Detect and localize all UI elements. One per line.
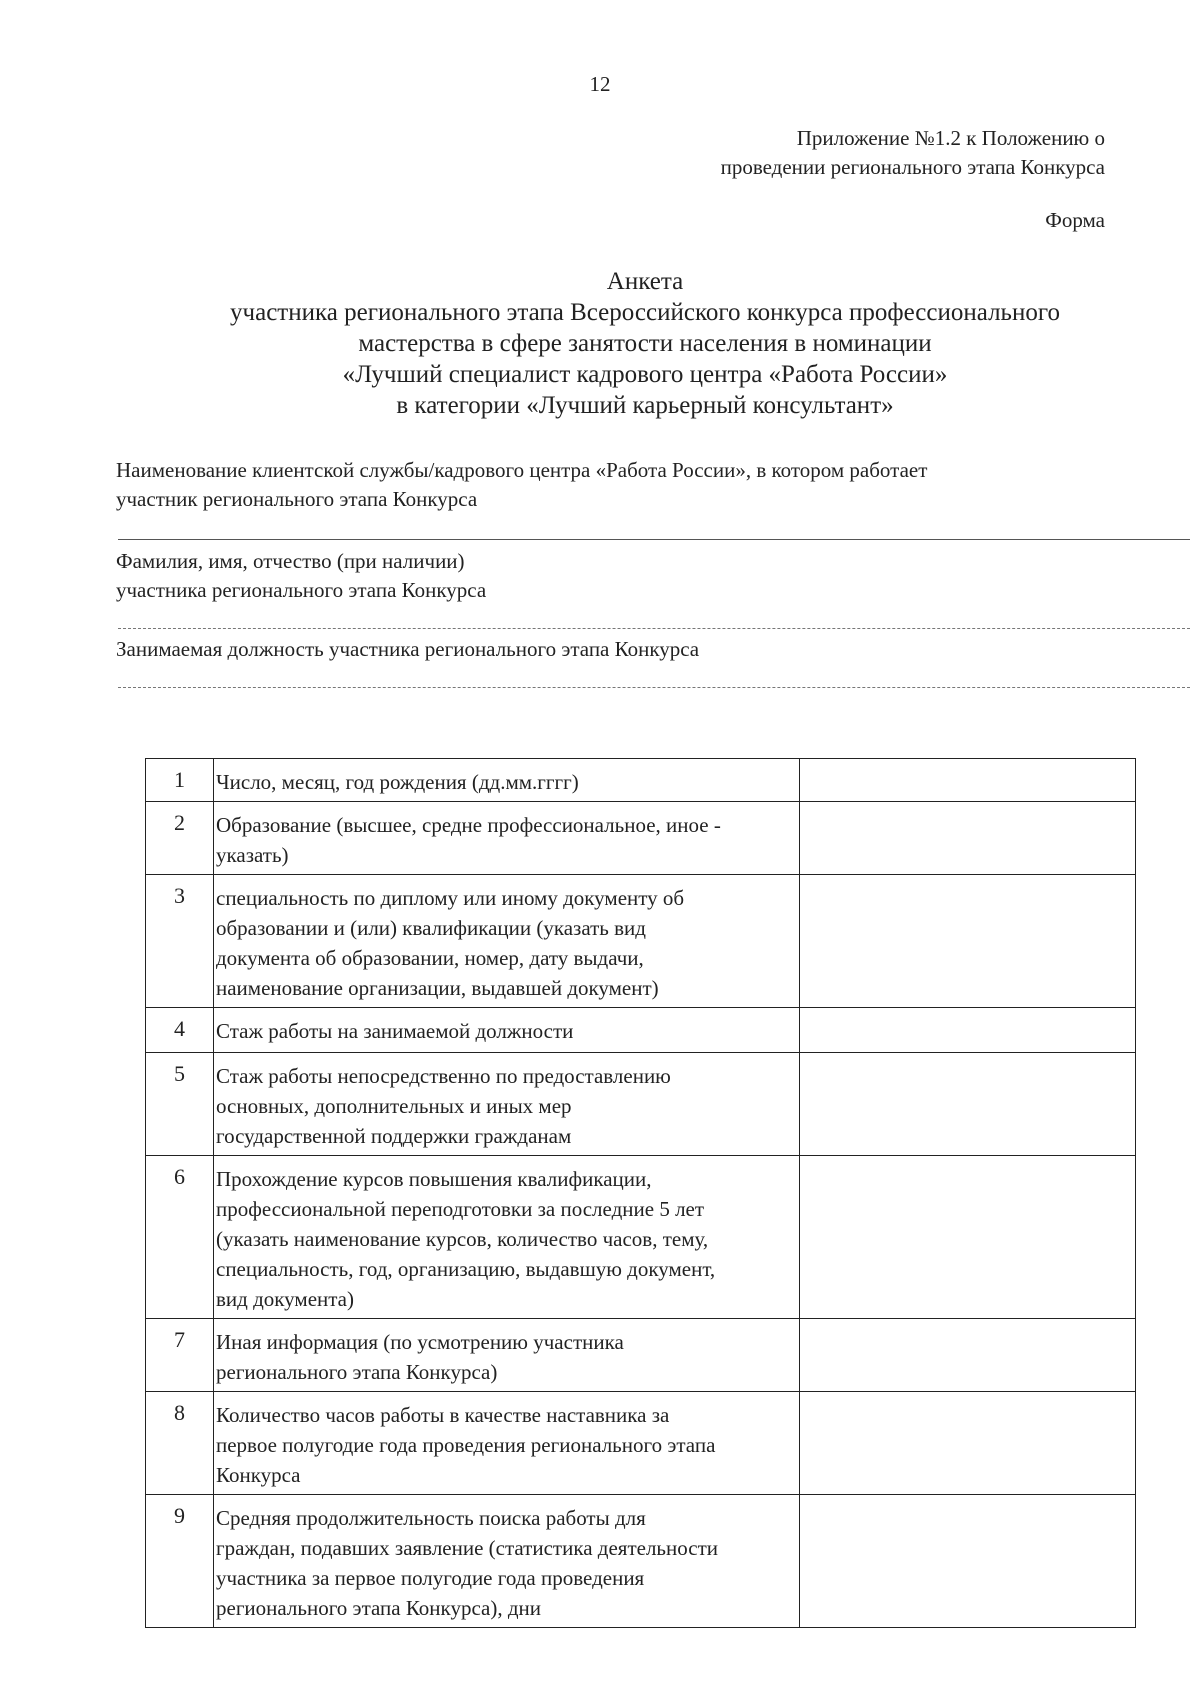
title-line-3: мастерства в сфере занятости населения в номинации xyxy=(358,330,932,357)
question-line: Средняя продолжительность поиска работы для xyxy=(216,1506,646,1530)
row-question xyxy=(214,802,800,875)
row-number: 8 xyxy=(146,1392,214,1495)
row-number: 9 xyxy=(146,1495,214,1628)
row-number: 1 xyxy=(146,759,214,802)
title-line-4: «Лучший специалист кадрового центра «Работа России» xyxy=(342,361,948,388)
row-answer-cell[interactable] xyxy=(800,1008,1136,1053)
question-line: вид документа) xyxy=(216,1287,354,1311)
question-line: основных, дополнительных и иных мер xyxy=(216,1094,572,1118)
table-row xyxy=(146,1053,1136,1156)
row-question xyxy=(214,1008,800,1053)
annex-line-2: проведении регионального этапа Конкурса xyxy=(720,155,1105,179)
annex-line-1: Приложение №1.2 к Положению о xyxy=(796,126,1105,150)
row-question xyxy=(214,759,800,802)
question-line: наименование организации, выдавшей документ) xyxy=(216,976,659,1000)
table-row xyxy=(146,1392,1136,1495)
full-name-label-line-1: Фамилия, имя, отчество (при наличии) xyxy=(116,549,465,573)
question-line: специальность, год, организацию, выдавшую документ, xyxy=(216,1257,716,1281)
table-row xyxy=(146,1495,1136,1628)
question-line: участника за первое полугодие года проведения xyxy=(216,1566,645,1590)
question-line: граждан, подавших заявление (статистика деятельности xyxy=(216,1536,719,1560)
row-answer-cell[interactable] xyxy=(800,1319,1136,1392)
row-answer-cell[interactable] xyxy=(800,1053,1136,1156)
organization-field-line[interactable] xyxy=(118,539,1190,540)
question-line: Число, месяц, год рождения (дд.мм.гггг) xyxy=(216,770,579,794)
row-question xyxy=(214,1156,800,1319)
row-question xyxy=(214,1053,800,1156)
full-name-label-line-2: участника регионального этапа Конкурса xyxy=(116,578,487,602)
full-name-field-label xyxy=(116,547,486,605)
position-field-line[interactable] xyxy=(118,687,1190,688)
full-name-field-line[interactable] xyxy=(118,628,1190,629)
table-row xyxy=(146,802,1136,875)
table-row xyxy=(146,759,1136,802)
organization-label-line-2: участник регионального этапа Конкурса xyxy=(116,487,478,511)
question-line: указать) xyxy=(216,843,289,867)
title-line-2: участника регионального этапа Всероссийского конкурса профессионального xyxy=(230,299,1060,326)
row-number: 5 xyxy=(146,1053,214,1156)
row-question xyxy=(214,1495,800,1628)
row-answer-cell[interactable] xyxy=(800,1495,1136,1628)
table-row xyxy=(146,875,1136,1008)
question-line: образовании и (или) квалификации (указать вид xyxy=(216,916,646,940)
row-number: 7 xyxy=(146,1319,214,1392)
document-title xyxy=(0,266,1200,421)
row-number: 4 xyxy=(146,1008,214,1053)
organization-field-label xyxy=(116,456,927,514)
position-field-label xyxy=(116,635,699,664)
row-answer-cell[interactable] xyxy=(800,875,1136,1008)
question-line: Иная информация (по усмотрению участника xyxy=(216,1330,624,1354)
question-line: Количество часов работы в качестве наставника за xyxy=(216,1403,670,1427)
question-line: Стаж работы непосредственно по предоставлению xyxy=(216,1064,671,1088)
row-question xyxy=(214,1392,800,1495)
table-row xyxy=(146,1156,1136,1319)
title-line-5: в категории «Лучший карьерный консультант» xyxy=(396,392,894,419)
title-line-1: Анкета xyxy=(606,268,684,295)
row-question xyxy=(214,875,800,1008)
question-line: первое полугодие года проведения регионального этапа xyxy=(216,1433,716,1457)
page-number: 12 xyxy=(589,72,611,96)
position-label-line-1: Занимаемая должность участника регионального этапа Конкурса xyxy=(116,637,700,661)
question-line: государственной поддержки гражданам xyxy=(216,1124,572,1148)
row-number: 6 xyxy=(146,1156,214,1319)
row-number: 2 xyxy=(146,802,214,875)
row-answer-cell[interactable] xyxy=(800,1156,1136,1319)
question-line: (указать наименование курсов, количество часов, тему, xyxy=(216,1227,709,1251)
table-row xyxy=(146,1008,1136,1053)
row-answer-cell[interactable] xyxy=(800,1392,1136,1495)
question-line: регионального этапа Конкурса), дни xyxy=(216,1596,542,1620)
annex-reference xyxy=(721,124,1105,182)
row-answer-cell[interactable] xyxy=(800,802,1136,875)
question-line: регионального этапа Конкурса) xyxy=(216,1360,498,1384)
question-line: документа об образовании, номер, дату выдачи, xyxy=(216,946,644,970)
form-label: Форма xyxy=(1045,208,1105,232)
row-question xyxy=(214,1319,800,1392)
table-row xyxy=(146,1319,1136,1392)
question-line: Стаж работы на занимаемой должности xyxy=(216,1019,574,1043)
row-number: 3 xyxy=(146,875,214,1008)
anketa-table xyxy=(145,758,1136,1628)
question-line: специальность по диплому или иному документу об xyxy=(216,886,685,910)
question-line: Прохождение курсов повышения квалификации, xyxy=(216,1167,652,1191)
row-answer-cell[interactable] xyxy=(800,759,1136,802)
question-line: Образование (высшее, средне профессиональное, иное - xyxy=(216,813,721,837)
question-line: профессиональной переподготовки за последние 5 лет xyxy=(216,1197,705,1221)
organization-label-line-1: Наименование клиентской службы/кадрового центра «Работа России», в котором работает xyxy=(116,458,928,482)
question-line: Конкурса xyxy=(216,1463,301,1487)
